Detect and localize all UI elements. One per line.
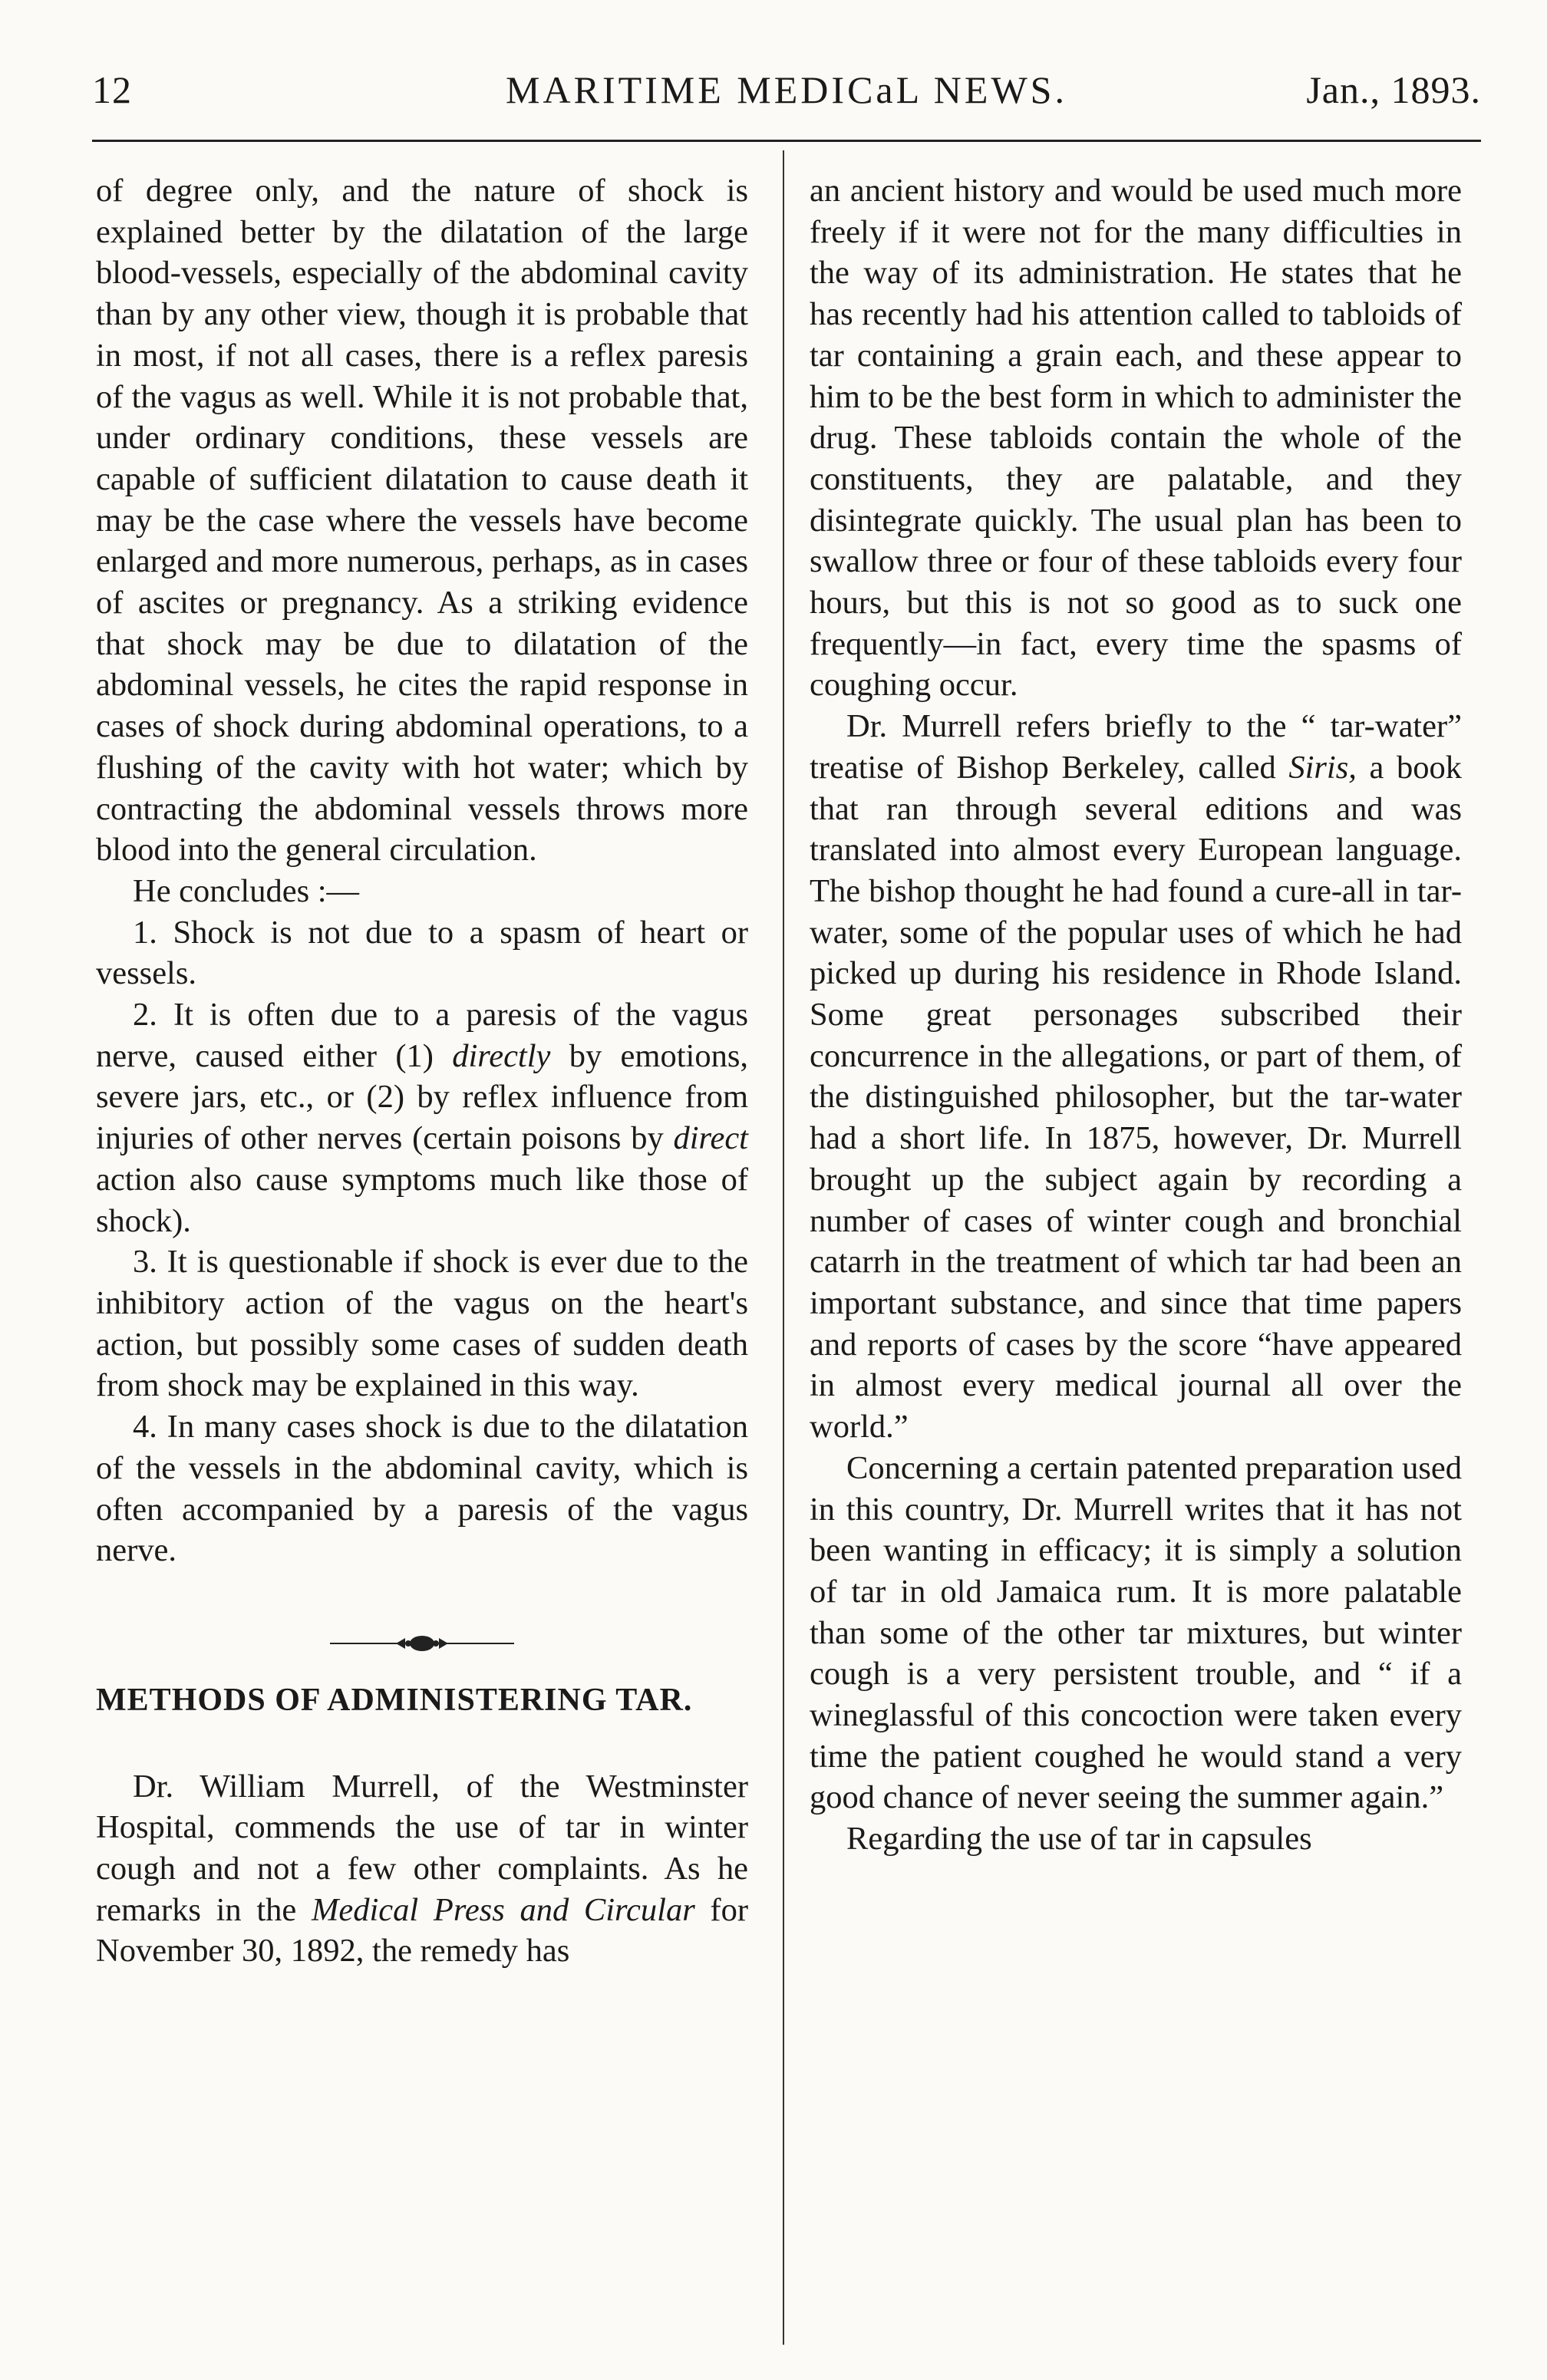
left-column [96, 170, 748, 1972]
ornament-icon [330, 1634, 514, 1653]
conclusion-2-italic-directly: directly [452, 1037, 551, 1074]
conclusion-2-text-c: action also cause symptoms much like those of shock). [96, 1161, 748, 1239]
tar-intro-paragraph [96, 1766, 748, 1973]
header-rule [92, 140, 1481, 142]
tar-intro-text-a: Dr. William Murrell, of the Westminster Hospital, commends the use of tar in winter cough and not a few other complaints. As he remarks in the [96, 1768, 748, 1928]
capsules-paragraph: Regarding the use of tar in capsules [846, 1821, 1312, 1858]
journal-title: MARITIME MEDICaL NEWS. [506, 68, 1067, 111]
conclusion-1: 1. Shock is not due to a spasm of heart or vessels. [96, 914, 748, 992]
section-ornament [96, 1622, 748, 1645]
journal-name-italic: Medical Press and Circular [311, 1891, 695, 1928]
berkeley-text-b: a book that ran through several editions and was translated into almost every European language. The bishop thought he had found a cure-all in tar-water, some of the popular uses of which he had picked up during his residence in Rhode Island. Some great personages subscribed their concurrence in the allegations, or part of them, of the distinguished philosopher, but the tar-water had a short life. In 1875, however, Dr. Murrell brought up the subject again by recording a number of cases of winter cough and bronchial catarrh in the treatment of which tar had been an important substance, and since that time papers and reports of cases by the score “have appeared in almost every medical journal all over the world.” [810, 749, 1462, 1445]
conclusion-3: 3. It is questionable if shock is ever due to the inhibitory action of the vagus on the heart's action, but possibly some cases of sudden death from shock may be explained in this way. [96, 1244, 748, 1404]
conclusion-4: 4. In many cases shock is due to the dilatation of the vessels in the abdominal cavity, which is often accompanied by a paresis of the vagus nerve. [96, 1409, 748, 1569]
right-column [810, 170, 1462, 1860]
conclusion-2 [96, 994, 748, 1241]
tabloids-paragraph: an ancient history and would be used much more freely if it were not for the many difficulties in the way of its administration. He states that he has recently had his attention called to tabloids of tar containing a grain each, and these appear to him to be the best form in which to administer the drug. These tabloids contain the whole of the constituents, they are palatable, and they disintegrate quickly. The usual plan has been to swallow three or four of these tabloids every four hours, but this is not so good as to suck one frequently—in fact, every time the spasms of coughing occur. [810, 173, 1462, 704]
page-header [92, 60, 1481, 121]
berkeley-text-a: Dr. Murrell refers briefly to the “ tar-water” treatise of Bishop Berkeley, called [810, 708, 1462, 786]
berkeley-paragraph [810, 706, 1462, 1448]
column-divider [783, 150, 784, 2345]
patented-preparation-paragraph: Concerning a certain patented preparation used in this country, Dr. Murrell writes that it has not been wanting in efficacy; it is simply a solution of tar in old Jamaica rum. It is more palatable than some of the other tar mixtures, but winter cough is a very persistent trouble, and “ if a wineglassful of this concoction were taken every time the patient coughed he would stand a very good chance of never seeing the summer again.” [810, 1449, 1462, 1816]
conclusion-2-text-b: by emotions, severe jars, etc., or (2) by reflex influence from injuries of other nerves (certain poisons by [96, 1037, 748, 1157]
siris-italic: Siris, [1288, 749, 1357, 786]
conclusion-2-text-a: 2. It is often due to a paresis of the vagus nerve, caused either (1) [96, 997, 748, 1074]
page-number: 12 [92, 68, 132, 111]
shock-paragraph: of degree only, and the nature of shock is explained better by the dilatation of the large blood-vessels, especially of the abdominal cavity than by any other view, though it is probable that in most, if not all cases, there is a reflex paresis of the vagus as well. While it is not probable that, under ordinary conditions, these vessels are capable of sufficient dilatation to cause death it may be the case where the vessels have become enlarged and more numerous, perhaps, as in cases of ascites or pregnancy. As a striking evidence that shock may be due to dilatation of the abdominal vessels, he cites the rapid response in cases of shock during abdominal operations, to a flushing of the cavity with hot water; which by contracting the abdominal vessels throws more blood into the general circulation. [96, 173, 748, 869]
tar-intro-text-b: for November 30, 1892, the remedy has [96, 1891, 748, 1970]
concludes-line: He concludes :— [133, 872, 360, 909]
conclusion-2-italic-direct: direct [673, 1120, 748, 1157]
section-heading: METHODS OF ADMINISTERING TAR. [96, 1682, 693, 1718]
issue-date: Jan., 1893. [1306, 68, 1481, 111]
